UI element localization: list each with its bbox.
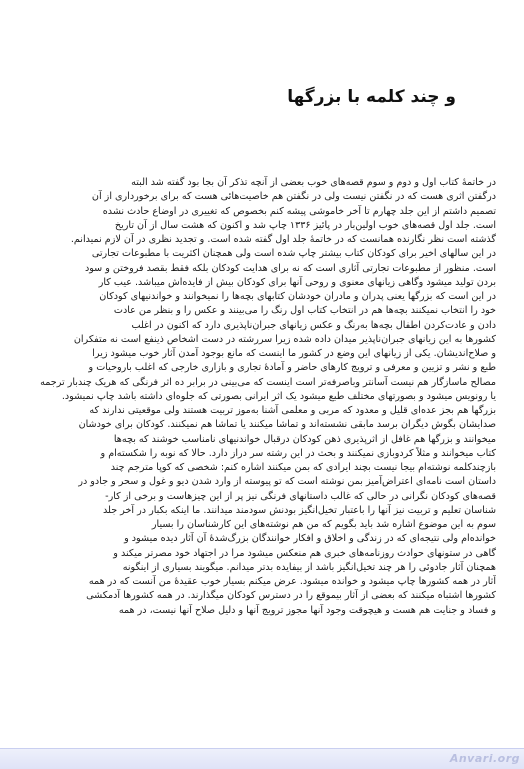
text-line: طبع و نشر و تزیین و معرفی و ترویج کارهای حاضر و آمادهٔ تجاری و بازاری خارجی که اغلب باروحیات و <box>88 362 496 374</box>
text-line: در خاتمهٔ کتاب اول و دوم و سوم قصه‌های خوب بعضی از آنچه تذکر آن بجا بود گفته شد البته <box>131 177 496 188</box>
text-line: کتاب میخوانند و مثلاً کردوبازی نمیکنند و بحث در این رشته سر دراز دارد. حالا که نوبه را شکسته‌ام و <box>100 447 496 459</box>
text-line: بزرگها هم بجز عده‌ای قلیل و معدود که مربی و معلمی آشنا به‌موز تربیت هستند ولی موقعیتی ندارند که <box>89 405 496 416</box>
text-line: یا رونویس میشود و بصورتهای مختلف طبع میشود یک اثر ایرانی بصورتی که جلوه‌ای داشته باشد چاپ نمیشود. <box>61 390 496 402</box>
text-line: همچنان آثار جادوئی را هر چند تخیل‌انگیز باشد از بیفایده بدتر میدانم. میگویند بسیاری از اینگونه <box>122 561 496 573</box>
text-line: صدایشان بگوش دیگران برسد مابقی نشسته‌اند و تماشا میکنند یا تماشا هم نمیکنند. کودکان برای خودشان <box>78 419 496 431</box>
text-line: است. منظور از مطبوعات تجارتی آثاری است که نه برای هدایت کودکان بلکه فقط بقصد فروختن و سود <box>84 262 496 274</box>
text-line: داستان است نامه‌ای اعتراض‌آمیز بمن نوشته است که تو پیوسته از وارد شدن دیو و غول و سحر و جادو در <box>78 476 496 488</box>
text-line: مصالح ماسازگار هم نیست آسانتر وباصرفه‌تر است اینست که می‌بینی در برابر ده اثر فرنگی که هریک چندبار ترجمه <box>40 376 496 388</box>
text-line: درگفتن اثری هست که در نگفتن نیست ولی در نگفتن هم خاصیت‌هائی هست که برای برخورداری از آن <box>91 191 496 203</box>
text-line: بازچندکلمه نوشته‌ام بیجا نیست بچند ایرادی که بمن میکنند اشاره کنم: شخصی که کوپا مترجم چند <box>110 462 496 473</box>
text-line: سوم به این موضوع اشاره شد باید بگویم که من هم نوشته‌های این کارشناسان را بسیار <box>151 519 496 530</box>
text-line: است. جلد اول قصه‌های خوب اولین‌بار در پائیز ۱۳۳۶ چاپ شد و اکنون که هشت سال از آن تاریخ <box>114 219 496 231</box>
text-line: و صلاح‌اندیشان. یکی از زیانهای این وضع در کشور ما اینست که مانع بوجود آمدن آثار خوب میشود زیرا <box>92 348 496 359</box>
text-line: قصه‌های کودکان نگرانی در حالی که غالب داستانهای فرنگی نیز پر از این چیزهاست و برخی از کار- <box>105 490 496 502</box>
text-line: بردن تولید میشود وگاهی زیانهای معنوی و روحی آنها برای کودکان بیش از فایده‌اش میباشد. عیب کار <box>98 276 496 288</box>
text-line: شناسان تعلیم و تربیت نیز آنها را باعتبار تخیل‌انگیز بودنش سودمند میدانند. ما اینکه بکبار در آخر جلد <box>102 504 496 516</box>
text-line: گذشته است نظر نگارنده همانست که در خاتمهٔ جلد اول گفته شده است. و تجدید نظری در آن لازم نمیدانم. <box>70 234 496 245</box>
text-line: میخوانند و بزرگها هم غافل از اثرپذیری ذهن کودکان درقبال خواندنیهای نامناسب خوشند که بچه‌ها <box>113 433 496 445</box>
text-line: در این سالهای اخیر برای کودکان کتاب بیشتر چاپ شده است ولی همچنان اکثریت با مطبوعات تجارتی <box>91 248 496 260</box>
text-line: و فساد و جنایت هم هست و هیچوقت وجود آنها مجوز ترویج آنها و دلیل صلاح آنها نیست، در همه <box>118 604 496 616</box>
text-line: تصمیم داشتم از این جلد چهارم تا آخر خاموشی پیشه کنم بخصوص که تغییری در اوضاع حادث نشده <box>102 205 496 217</box>
text-line: آثار در همه کشورها چاپ میشود و خوانده میشود. عرض میکنم بسیار خوب عقیدهٔ من آنست که در همه <box>88 576 496 587</box>
body-text <box>28 176 496 618</box>
text-line: گاهی در ستونهای حوادث روزنامه‌های خبری هم منعکس میشود مرا در اجتهاد خود مصرتر میکند و <box>113 547 496 559</box>
text-line: کشورها اشتباه میکنند که بعضی از آثار بیموقع را در دسترس کودکان میگذارند. در همه کشورها آدمکشی <box>86 590 496 602</box>
text-line: در این است که بزرگها یعنی پدران و مادران خودشان کتابهای بچه‌ها را نمیخوانند و خواندنیهای کودکان <box>99 291 496 302</box>
watermark: Anvari.org <box>449 752 520 765</box>
text-line: خوانده‌ام ولی نتیجه‌ای که در زندگی و اخلاق و افکار خوانندگان بزرگ‌شدهٔ آن آثار دیده میشود و <box>124 533 496 545</box>
text-line: کشورها به این زیانهای جبران‌ناپذیر میدان داده شده زیرا سررشته در دست اشخاص ذینفع است نه متفکران <box>73 333 496 345</box>
page-title: و چند کلمه با بزرگها <box>287 87 456 107</box>
footer-bar <box>0 748 524 769</box>
text-line: خود را انتخاب نمیکنند بچه‌ها هم در انتخاب کتاب اول رنگ را می‌بینند و عکس را و بنظر من عادت <box>113 305 496 317</box>
text-line: دادن و عادت‌کردن اطفال بچه‌ها به‌رنگ و عکس زیانهای جبران‌ناپذیری دارد که اکنون در اغلب <box>131 319 496 331</box>
